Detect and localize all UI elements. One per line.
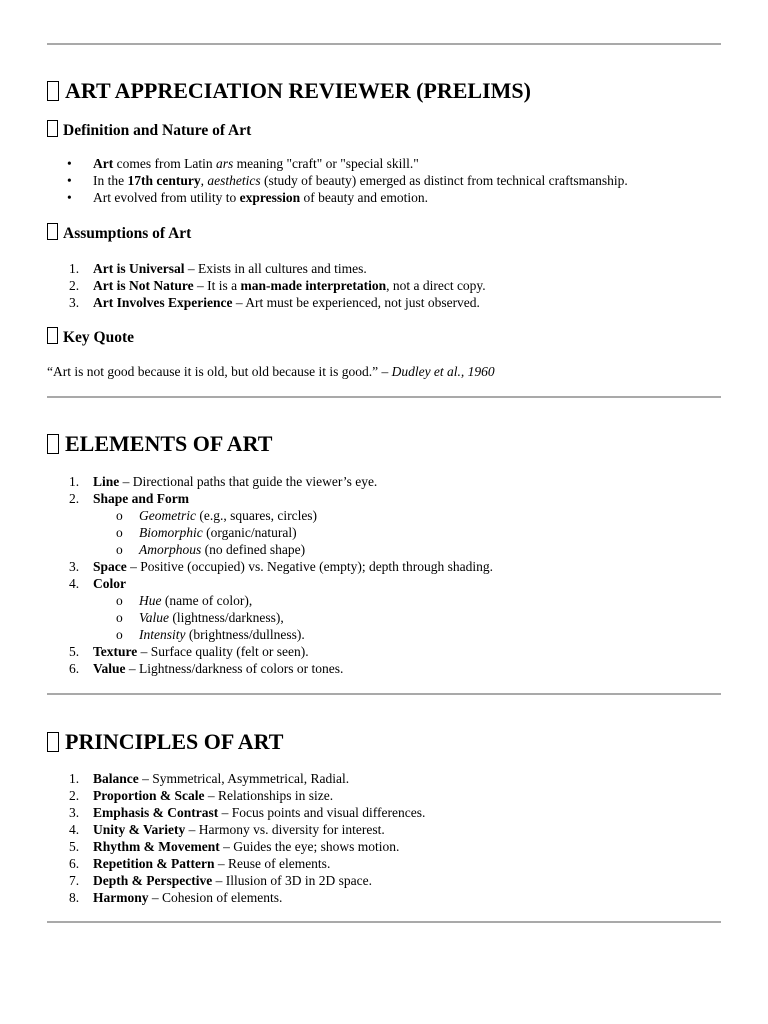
list-item: 2. Shape and Form o Geometric (e.g., squares, circles) o Biomorphic (organic/natural) o Amorphous (no defined shape) [47,490,493,558]
sub-list-item: o Value (lightness/darkness), [116,610,284,625]
sub-list-item: o Geometric (e.g., squares, circles) [116,508,318,523]
sub-list-item: o Amorphous (no defined shape) [116,542,306,557]
horizontal-rule [47,921,721,923]
list-item: 1. Art is Universal – Exists in all cultures and times. [69,261,367,276]
list-item: • Art comes from Latin ars meaning "craft" or "special skill." [47,155,628,172]
sub-list-item: o Biomorphic (organic/natural) [116,525,297,540]
list-item: 1. Balance – Symmetrical, Asymmetrical, Radial. [69,771,350,786]
sub-list [93,592,493,643]
missing-glyph-icon [47,434,59,454]
list-item: 4. Color o Hue (name of color), o Value (lightness/darkness), o Intensity (brightness/dullness). [47,575,493,643]
list-item: 3. Space – Positive (occupied) vs. Negative (empty); depth through shading. [69,559,494,574]
principles-list [47,770,425,906]
list-item: 5. Texture – Surface quality (felt or seen). [69,644,309,659]
list-item: 4. Unity & Variety – Harmony vs. diversity for interest. [69,822,385,837]
definition-list [47,155,628,206]
horizontal-rule [47,693,721,695]
sub-list [93,507,493,558]
list-item: 3. Emphasis & Contrast – Focus points and visual differences. [69,805,426,820]
principles-title: PRINCIPLES OF ART [47,729,283,755]
list-item: 1. Line – Directional paths that guide the viewer’s eye. [69,474,378,489]
horizontal-rule [47,43,721,45]
horizontal-rule [47,396,721,398]
list-item: 3. Art Involves Experience – Art must be experienced, not just observed. [69,295,480,310]
list-item: 5. Rhythm & Movement – Guides the eye; shows motion. [69,839,400,854]
page-title: ART APPRECIATION REVIEWER (PRELIMS) [47,78,531,104]
list-item: 2. Art is Not Nature – It is a man-made interpretation, not a direct copy. [69,278,486,293]
list-item: • Art evolved from utility to expression of beauty and emotion. [47,189,628,206]
list-item: 8. Harmony – Cohesion of elements. [69,890,283,905]
elements-list [47,473,493,677]
key-quote: “Art is not good because it is old, but old because it is good.” – Dudley et al., 1960 [47,364,495,379]
missing-glyph-icon [47,223,58,240]
list-item: 2. Proportion & Scale – Relationships in size. [69,788,334,803]
missing-glyph-icon [47,81,59,101]
assumptions-list [47,260,486,311]
missing-glyph-icon [47,732,59,752]
missing-glyph-icon [47,120,58,137]
list-item: 6. Value – Lightness/darkness of colors or tones. [69,661,344,676]
sub-list-item: o Intensity (brightness/dullness). [116,627,305,642]
assumptions-heading: Assumptions of Art [47,223,191,244]
missing-glyph-icon [47,327,58,344]
definition-heading: Definition and Nature of Art [47,120,251,141]
sub-list-item: o Hue (name of color), [116,593,253,608]
list-item: • In the 17th century, aesthetics (study of beauty) emerged as distinct from technical craftsmanship. [47,172,628,189]
list-item: 7. Depth & Perspective – Illusion of 3D in 2D space. [69,873,372,888]
list-item: 6. Repetition & Pattern – Reuse of elements. [69,856,331,871]
key-quote-heading: Key Quote [47,327,134,348]
elements-title: ELEMENTS OF ART [47,431,272,457]
